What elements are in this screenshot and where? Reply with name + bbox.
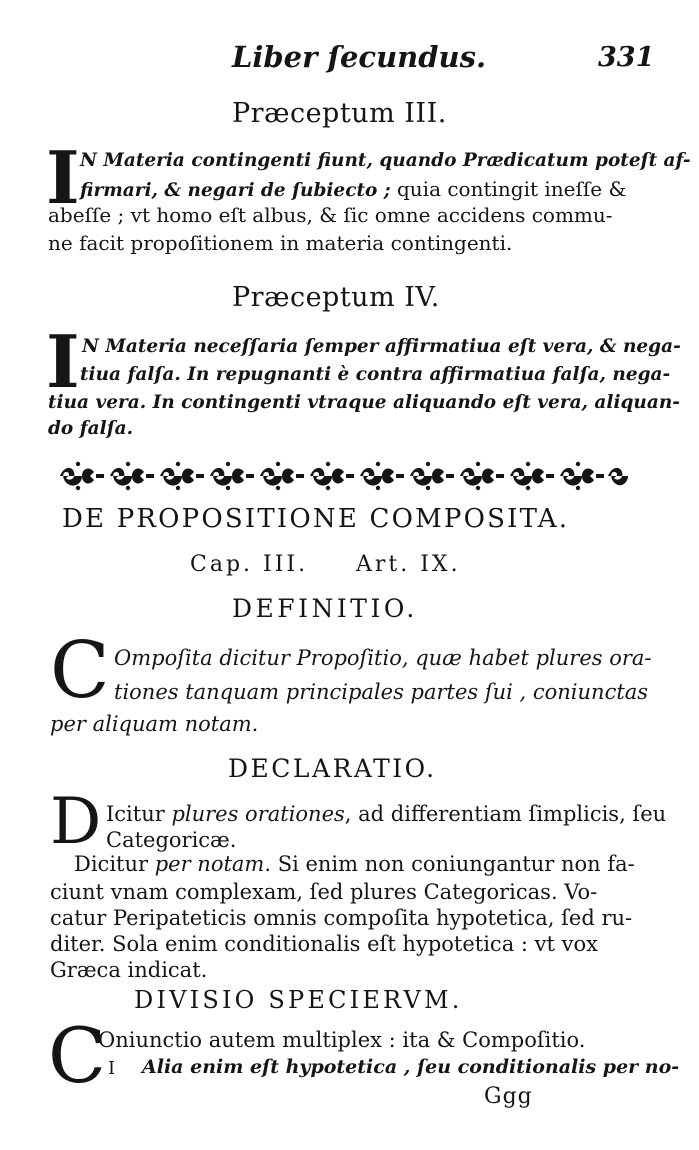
declaratio-line-3 [74,852,635,876]
precept-4-line-1: N Materia neceſſaria ſemper affirmatiua eſt vera, & nega- [82,336,681,357]
definitio-line-1: Ompoſita dicitur Propoſitio, quæ habet plures ora- [114,646,652,670]
declaratio-line-1-a: Icitur [106,802,172,826]
declaratio-line-5: catur Peripateticis omnis compoſita hypotetica, ſed ru- [50,906,633,930]
declaratio-line-2: Categoricæ. [106,828,237,852]
declaratio-line-7: Græca indicat. [50,958,208,982]
precept-3-line-2-italic: firmari, & negari de ſubiecto ; [80,180,391,201]
declaratio-line-6: diter. Sola enim conditionalis eſt hypotetica : vt vox [50,932,598,956]
chapter-label: Cap. III. [190,552,309,577]
definitio-heading: DEFINITIO. [232,594,418,623]
page-number: 331 [598,42,655,73]
section-title: DE PROPOSITIONE COMPOSITA. [62,504,570,534]
precept-4-line-2: tiua falſa. In repugnanti è contra affirmatiua falſa, nega- [80,364,671,385]
precept-3-line-2-roman: quia contingit ineſſe & [390,177,627,201]
declaratio-line-3-c: Si enim non coniungantur non fa- [271,852,635,876]
definitio-dropcap: C [50,626,110,716]
precept-3-line-4: ne facit propoſitionem in materia contingenti. [48,231,513,255]
precept-3-line-2 [80,177,626,201]
declaratio-line-1 [106,802,666,826]
divisio-line-1: Oniunctio autem multiplex : ita & Compoſitio. [98,1028,586,1052]
precept-4-line-3: tiua vera. In contingenti vtraque aliquando eſt vera, aliquan- [48,392,680,413]
divisio-heading: DIVISIO SPECIERVM. [134,986,463,1014]
declaratio-line-3-b: per notam. [154,852,272,876]
definitio-line-3: per aliquam notam. [50,712,259,736]
declaratio-heading: DECLARATIO. [228,754,437,783]
declaratio-line-1-b: plures orationes [171,802,345,826]
declaratio-line-4: ciunt vnam complexam, ſed plures Categoricas. Vo- [50,880,598,904]
declaratio-dropcap: D [50,785,102,859]
precept-4-dropcap: I [46,319,80,404]
ornament-motif [60,462,104,490]
divisio-line-2: Alia enim eſt hypotetica , ſeu conditionalis per no- [142,1056,680,1078]
catchword: Ggg [484,1084,533,1109]
running-header-title: Liber ſecundus. [232,40,487,74]
precept-4-heading: Præceptum IV. [232,282,440,313]
precept-3-line-1: N Materia contingenti fiunt, quando Prædicatum poteſt af- [80,150,691,171]
precept-3-heading: Præceptum III. [232,98,447,129]
precept-3-dropcap: I [46,135,80,220]
precept-4-line-4: do falſa. [48,418,134,439]
declaratio-line-3-a: Dicitur [74,852,155,876]
precept-3-line-3: abeſſe ; vt homo eſt albus, & ſic omne accidens commu- [48,203,613,227]
divisio-dropcap: C [48,1011,107,1100]
ornament-band [56,458,632,494]
declaratio-line-1-c: , ad differentiam ſimplicis, ſeu [344,802,667,826]
article-label: Art. IX. [356,552,461,577]
divisio-line-2-number: I [108,1058,116,1079]
definitio-line-2: tiones tanquam principales partes ſui , coniunctas [114,680,649,704]
